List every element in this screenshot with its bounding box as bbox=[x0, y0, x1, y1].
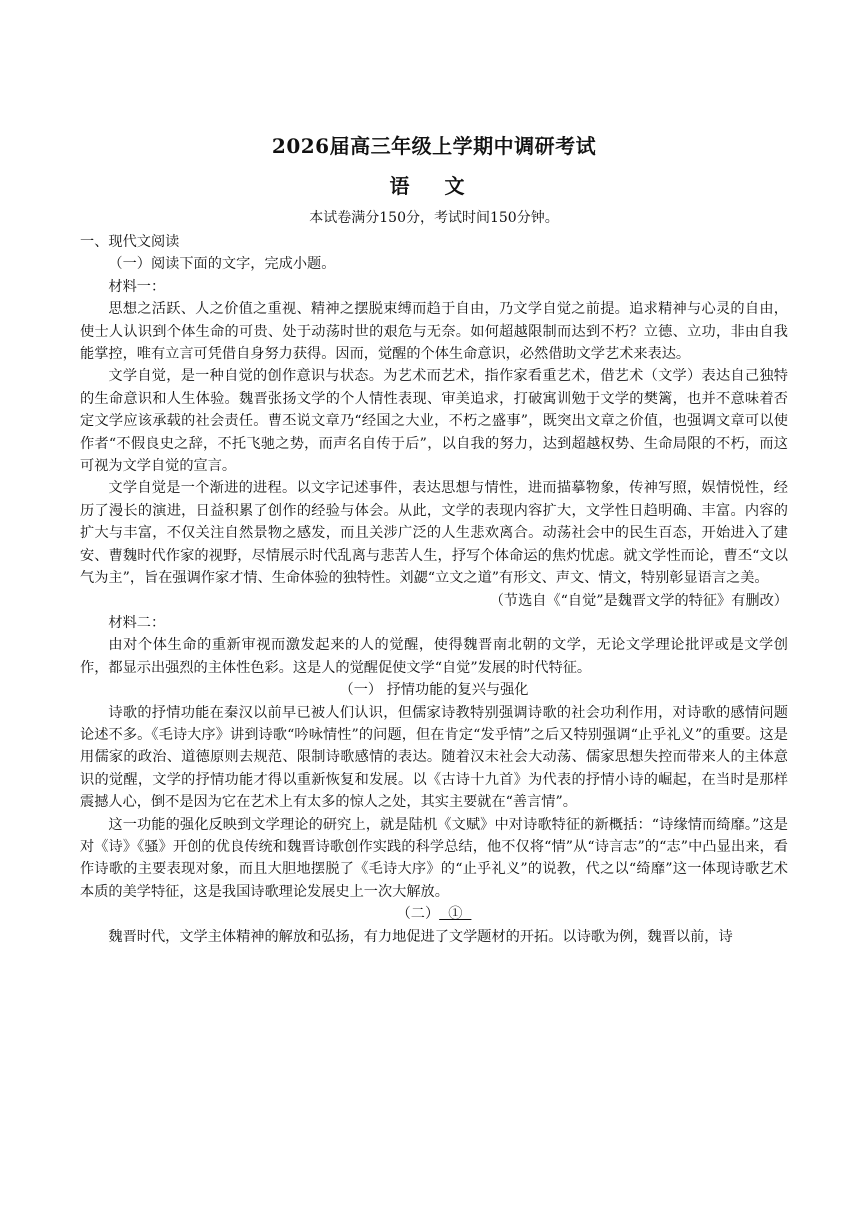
exam-title: 2026届高三年级上学期中调研考试 bbox=[271, 134, 597, 158]
material1-label: 材料一： bbox=[108, 278, 166, 295]
material1-source: （节选自《“自觉”是魏晋文学的特征》有删改） bbox=[489, 592, 788, 609]
heading-2-prefix: （二） bbox=[396, 906, 440, 923]
material2-paragraph-2: 诗歌的抒情功能在秦汉以前早已被人们认识，但儒家诗教特别强调诗歌的社会功利作用，对诗歌的感情问题论述不多。《毛诗大序》讲到诗歌“吟咏情性”的问题，但在肯定“发乎情”之后又特别强调“止乎礼义”的重要。这是用儒家的政治、道德原则去规范、限制诗歌感情的表达。随着汉末社会大动荡、儒家思想失控而带来人的主体意识的觉醒，文学的抒情功能才得以重新恢复和发展。以《古诗十九首》为代表的抒情小诗的崛起，在当时是那样震撼人心，倒不是因为它在艺术上有太多的惊人之处，其实主要就在“善言情”。 bbox=[80, 704, 788, 811]
material2-label: 材料二： bbox=[108, 614, 166, 631]
fill-blank-1: ① bbox=[439, 906, 472, 923]
material2-heading-1: （一） 抒情功能的复兴与强化 bbox=[339, 682, 529, 699]
material1-paragraph-2: 文学自觉，是一种自觉的创作意识与状态。为艺术而艺术，指作家看重艺术，借艺术（文学）表达自己独特的生命意识和人生体验。魏晋张扬文学的个人情性表现、审美追求，打破寓训勉于文学的樊篱，也并不意味着否定文学应该承载的社会责任。曹丕说文章乃“经国之大业，不朽之盛事”，既突出文章之价值，也强调文章可以使作者“不假良史之辞，不托飞驰之势，而声名自传于后”，以自我的努力，达到超越权势、生命局限的不朽，而这可视为文学自觉的宣言。 bbox=[80, 368, 788, 475]
subsection-instruction: （一）阅读下面的文字，完成小题。 bbox=[108, 256, 336, 273]
exam-body bbox=[80, 231, 788, 948]
section-heading: 一、现代文阅读 bbox=[80, 234, 180, 250]
material2-paragraph-1: 由对个体生命的重新审视而激发起来的人的觉醒，使得魏晋南北朝的文学，无论文学理论批评或是文学创作，都显示出强烈的主体性色彩。这是人的觉醒促使文学“自觉”发展的时代特征。 bbox=[80, 637, 788, 676]
material1-paragraph-1: 思想之活跃、人之价值之重视、精神之摆脱束缚而趋于自由，乃文学自觉之前提。追求精神与心灵的自由，使士人认识到个体生命的可贵、处于动荡时世的艰危与无奈。如何超越限制而达到不朽？立德、立功，非由自我能掌控，唯有立言可凭借自身努力获得。因而，觉醒的个体生命意识，必然借助文学艺术来表达。 bbox=[80, 301, 788, 363]
subject-title: 语 文 bbox=[389, 174, 479, 198]
material2-heading-2 bbox=[80, 903, 788, 925]
exam-note: 本试卷满分150分，考试时间150分钟。 bbox=[309, 210, 559, 226]
material2-paragraph-3: 这一功能的强化反映到文学理论的研究上，就是陆机《文赋》中对诗歌特征的新概括：“诗缘情而绮靡。”这是对《诗》《骚》开创的优良传统和魏晋诗歌创作实践的科学总结，他不仅将“情”从“诗言志”的“志”中凸显出来，看作诗歌的主要表现对象，而且大胆地摆脱了《毛诗大序》的“止乎礼义”的说教，代之以“绮靡”这一体现诗歌艺术本质的美学特征，这是我国诗歌理论发展史上一次大解放。 bbox=[80, 816, 788, 900]
material2-paragraph-4: 魏晋时代，文学主体精神的解放和弘扬，有力地促进了文学题材的开拓。以诗歌为例，魏晋以前，诗 bbox=[108, 928, 733, 945]
material1-paragraph-3: 文学自觉是一个渐进的进程。以文字记述事件，表达思想与情性，进而描摹物象，传神写照，娱情悦性，经历了漫长的演进，日益积累了创作的经验与体会。从此，文学的表现内容扩大，文学性日趋明确、丰富。内容的扩大与丰富，不仅关注自然景物之感发，而且关涉广泛的人生悲欢离合。动荡社会中的民生百态，开始进入了建安、曹魏时代作家的视野，尽情展示时代乱离与悲苦人生，抒写个体命运的焦灼忧虑。就文学性而论，曹丕“文以气为主”，旨在强调作家才情、生命体验的独特性。刘勰“立文之道”有形文、声文、情文，特别彰显语言之美。 bbox=[80, 480, 788, 587]
